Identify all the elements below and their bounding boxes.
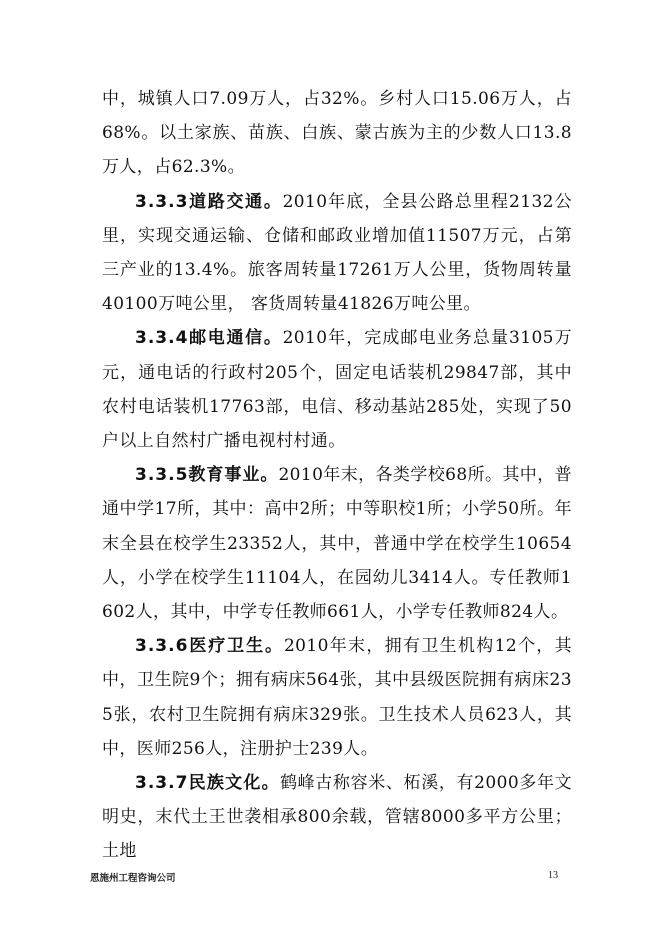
paragraph-post-telecom [102,321,572,458]
page-number: 13 [548,870,558,881]
body-text [102,82,572,869]
section-heading: 3.3.5教育事业。 [135,465,279,486]
paragraph-text: 鹤峰古称容米、柘溪，有2000多年文明史，末代土王世袭相承800余载，管辖8000多平方公里；土地 [102,773,573,862]
paragraph-ethnic-culture [102,766,572,869]
paragraph-road-transport [102,185,572,322]
paragraph-text: 2010年末，各类学校68所。其中，普通中学17所，其中：高中2所；中等职校1所；小学50所。年末全县在校学生23352人，其中，普通中学在校学生10654人，小学在校学生11104人，在园幼儿3414人。专任教师1602人，其中，中学专任教师661人，小学专任教师824人。 [102,465,572,623]
section-heading: 3.3.7民族文化。 [135,773,280,794]
paragraph-population [102,82,572,185]
paragraph-healthcare [102,629,572,766]
footer-company: 恩施州工程咨询公司 [90,873,176,884]
paragraph-text: 2010年，完成邮电业务总量3105万元，通电话的行政村205个，固定电话装机29847部，其中农村电话装机17763部，电信、移动基站285处，实现了50户以上自然村广播电视村村通。 [102,328,572,452]
paragraph-education [102,458,572,629]
section-heading: 3.3.4邮电通信。 [135,328,283,349]
section-heading: 3.3.6医疗卫生。 [135,636,284,657]
paragraph-text: 2010年底，全县公路总里程2132公里，实现交通运输、仓储和邮政业增加值11507万元，占第三产业的13.4%。旅客周转量17261万人公里，货物周转量40100万吨公里， 客货周转量41826万吨公里。 [102,191,572,315]
paragraph-text: 中，城镇人口7.09万人，占32%。乡村人口15.06万人，占68%。以土家族、苗族、白族、蒙古族为主的少数人口13.8万人，占62.3%。 [102,89,572,178]
section-heading: 3.3.3道路交通。 [135,191,283,212]
paragraph-text: 2010年末，拥有卫生机构12个，其中，卫生院9个；拥有病床564张，其中县级医院拥有病床235张，农村卫生院拥有病床329张。卫生技术人员623人，其中，医师256人，注册护士239人。 [102,636,572,759]
